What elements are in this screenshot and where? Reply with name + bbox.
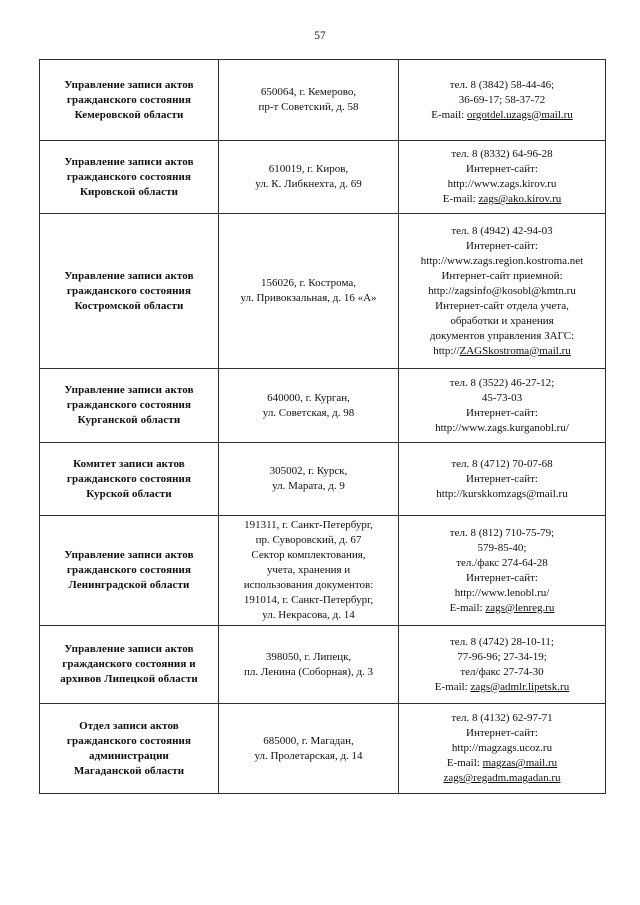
contact-text: 77-96-96; 27-34-19; [457,650,547,663]
address-cell [219,704,399,794]
org-line: Управление записи актов [64,643,194,655]
table-row [40,369,606,443]
address-cell [219,516,399,626]
contact-text: тел. 8 (3522) 46-27-12; [449,376,555,389]
contact-cell [399,369,606,443]
contact-text: Интернет-сайт отдела учета, [435,299,569,312]
link-text: ZAGSkostroma@mail.ru [459,344,571,357]
contact-line [402,771,602,786]
org-cell [40,141,219,214]
org-line: гражданского состояния [66,564,192,576]
contact-text: Интернет-сайт: [466,163,538,175]
address-line: ул. Марата, д. 9 [272,480,345,492]
address-line: 305002, г. Курск, [269,465,348,477]
contact-line [402,472,602,487]
contact-text: тел. 8 (4132) 62-97-71 [451,712,553,724]
contact-line [402,571,602,586]
address-line: пр. Суворовский, д. 67 [255,534,362,546]
org-cell [40,516,219,626]
contact-text: Интернет-сайт: [466,406,538,419]
contact-line [402,756,602,771]
registry-table [39,59,606,794]
table-row [40,60,606,141]
contact-line [402,284,602,299]
contact-text: Интернет-сайт: [466,727,538,739]
contact-cell [399,626,606,704]
contact-text: http://www.zags.kirov.ru [447,178,557,190]
table-row [40,626,606,704]
contact-text: http://kurskkomzags@mail.ru [436,487,568,500]
contact-text: тел. 8 (3842) 58-44-46; [449,78,555,91]
contact-line [402,376,602,391]
contact-line [402,329,602,344]
contact-line [402,556,602,571]
address-line: учета, хранения и [266,564,351,576]
table-row [40,516,606,626]
contact-line [402,239,602,254]
org-line: Отдел записи актов [79,719,179,732]
contact-line [402,711,602,726]
contact-text: тел. 8 (8332) 64-96-28 [451,148,553,160]
address-line: 191014, г. Санкт-Петербург, [243,594,374,606]
address-line: 650064, г. Кемерово, [260,86,357,98]
link-text: zags@ako.kirov.ru [478,193,562,205]
address-line: Сектор комплектования, [251,549,366,561]
org-line: гражданского состояния [66,734,192,747]
table-row [40,141,606,214]
contact-text: тел. 8 (4942) 42-94-03 [451,224,553,237]
contact-text: E-mail: [446,757,483,769]
org-line: Управление записи актов [64,78,194,91]
org-line: гражданского состояния [66,170,192,183]
contact-text: тел. 8 (812) 710-75-79; [449,526,555,539]
contact-line [402,391,602,406]
link-text: zags@lenreg.ru [485,601,555,614]
org-cell [40,60,219,141]
contact-line [402,93,602,108]
table-row [40,443,606,516]
contact-text: http:// [433,344,460,357]
contact-text: Интернет-сайт: [466,571,538,584]
address-line: ул. Некрасова, д. 14 [262,609,355,621]
contact-text: http://magzags.ucoz.ru [451,742,553,754]
address-line: ул. Советская, д. 98 [262,406,355,419]
contact-text: 45-73-03 [481,391,523,404]
link-text: magzas@mail.ru [482,757,558,769]
contact-line [402,314,602,329]
org-line: Комитет записи актов [73,457,185,470]
org-line: Управление записи актов [64,155,194,168]
address-line: 685000, г. Магадан, [263,734,354,747]
contact-cell [399,704,606,794]
contact-line [402,680,602,695]
address-cell [219,141,399,214]
contact-line [402,299,602,314]
org-line: Костромской области [74,299,184,312]
org-line: гражданского состояния и [62,658,196,670]
contact-line [402,457,602,472]
contact-line [402,406,602,421]
contact-line [402,421,602,436]
contact-line [402,665,602,680]
contact-text: http://zagsinfo@kosobl@kmtn.ru [428,284,576,297]
contact-text: http://www.lenobl.ru/ [454,586,550,599]
address-line: пл. Ленина (Соборная), д. 3 [243,665,374,678]
address-cell [219,214,399,369]
contact-text: http://www.zags.region.kostroma.net [420,254,584,267]
address-line: 191311, г. Санкт-Петербург, [244,519,373,531]
org-cell [40,214,219,369]
contact-line [402,78,602,93]
address-line: ул. Привокзальная, д. 16 «А» [240,292,377,304]
org-line: гражданского состояния [66,472,192,485]
contact-cell [399,141,606,214]
contact-text: тел./факс 274-64-28 [456,556,548,569]
address-line: пр-т Советский, д. 58 [258,101,359,113]
org-line: Магаданской области [73,764,185,777]
contact-cell [399,60,606,141]
org-cell [40,626,219,704]
address-line: 640000, г. Курган, [267,391,350,404]
address-line: ул. Пролетарская, д. 14 [254,749,363,762]
org-cell [40,443,219,516]
contact-line [402,224,602,239]
page-number: 57 [314,30,326,42]
contact-line [402,601,602,616]
org-line: Управление записи актов [64,549,194,561]
contact-text: документов управления ЗАГС: [429,329,575,342]
org-line: администрации [89,749,169,762]
org-cell [40,704,219,794]
contact-line [402,147,602,162]
contact-text: 36-69-17; 58-37-72 [458,93,546,106]
contact-line [402,741,602,756]
contact-line [402,269,602,284]
org-line: Курской области [86,487,172,500]
address-cell [219,60,399,141]
org-line: Кировской области [79,185,179,198]
org-line: Кемеровской области [74,108,184,121]
org-line: гражданского состояния [66,284,192,297]
link-text: orgotdel.uzags@mail.ru [466,108,573,121]
address-line: 156026, г. Кострома, [261,277,356,289]
org-cell [40,369,219,443]
table-row [40,214,606,369]
table-row [40,704,606,794]
contact-text: http://www.zags.kurganobl.ru/ [435,421,569,434]
contact-cell [399,214,606,369]
contact-text: тел/факс 27-74-30 [460,665,544,678]
contact-line [402,108,602,123]
org-line: архивов Липецкой области [60,673,198,685]
link-text: zags@admlr.lipetsk.ru [470,680,570,693]
contact-text: E-mail: [449,601,486,614]
org-line: Курганской области [77,414,181,426]
link-text: zags@regadm.magadan.ru [443,772,561,784]
contact-text: Интернет-сайт приемной: [441,269,563,282]
contact-text: Интернет-сайт: [466,239,538,252]
org-line: Управление записи актов [64,269,194,282]
address-line: 398050, г. Липецк, [265,650,352,663]
contact-text: E-mail: [434,680,471,693]
address-cell [219,626,399,704]
contact-line [402,254,602,269]
org-line: гражданского состояния [66,93,192,106]
contact-cell [399,443,606,516]
contact-text: Интернет-сайт: [466,472,538,485]
contact-cell [399,516,606,626]
contact-line [402,650,602,665]
contact-line [402,192,602,207]
contact-text: тел. 8 (4712) 70-07-68 [451,457,553,470]
address-line: использования документов: [243,579,374,591]
contact-line [402,177,602,192]
contact-line [402,487,602,502]
org-line: Ленинградской области [68,579,190,591]
contact-line [402,541,602,556]
org-line: гражданского состояния [66,399,192,411]
address-cell [219,443,399,516]
address-cell [219,369,399,443]
org-line: Управление записи актов [64,384,194,396]
contact-line [402,162,602,177]
contact-text: E-mail: [442,193,479,205]
contact-text: тел. 8 (4742) 28-10-11; [450,635,554,648]
contact-line [402,526,602,541]
registry-table-body [40,60,606,794]
contact-text: E-mail: [431,108,467,121]
contact-text: обработки и хранения [450,314,554,327]
contact-line [402,635,602,650]
contact-line [402,344,602,359]
contact-line [402,586,602,601]
address-line: ул. К. Либкнехта, д. 69 [255,178,362,190]
address-line: 610019, г. Киров, [268,163,349,175]
contact-text: 579-85-40; [477,541,527,554]
contact-line [402,726,602,741]
